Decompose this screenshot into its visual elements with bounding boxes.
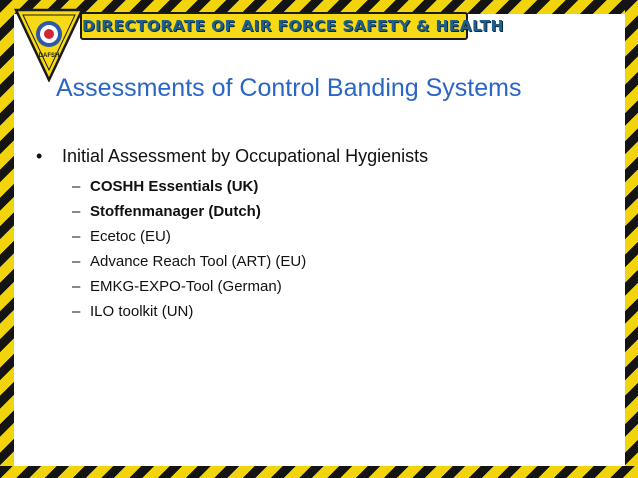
sub-bullet-text: ILO toolkit (UN) [90, 303, 194, 320]
sub-bullet-text: Stoffenmanager (Dutch) [90, 203, 261, 220]
sub-bullet-text: EMKG-EXPO-Tool (German) [90, 278, 282, 295]
dash-marker: – [72, 228, 81, 245]
dafsh-logo [14, 6, 84, 82]
sub-bullet-text: COSHH Essentials (UK) [90, 178, 259, 195]
header-banner [80, 12, 504, 40]
sub-bullet-text: Advance Reach Tool (ART) (EU) [90, 253, 307, 270]
sub-bullet-item [72, 299, 306, 324]
main-bullet [36, 146, 428, 167]
dash-marker: – [72, 203, 81, 220]
sub-bullet-text: Ecetoc (EU) [90, 228, 171, 245]
dash-marker: – [72, 303, 81, 320]
sub-bullet-item [72, 274, 306, 299]
main-bullet-text: Initial Assessment by Occupational Hygienists [62, 146, 429, 166]
banner-title: DIRECTORATE OF AIR FORCE SAFETY & HEALTH [82, 17, 504, 35]
dash-marker: – [72, 178, 81, 195]
bullet-marker: • [36, 146, 43, 166]
hazard-stripe-right [625, 0, 638, 478]
sub-bullet-list [72, 174, 306, 324]
hazard-stripe-bottom [0, 466, 638, 478]
sub-bullet-item [72, 249, 306, 274]
dash-marker: – [72, 278, 81, 295]
slide-title: Assessments of Control Banding Systems [56, 74, 522, 102]
roundel-icon [14, 6, 84, 82]
sub-bullet-item [72, 174, 306, 199]
dash-marker: – [72, 253, 81, 270]
sub-bullet-item [72, 199, 306, 224]
sub-bullet-item [72, 224, 306, 249]
hazard-stripe-left [0, 0, 14, 478]
logo-label: DAFSH [38, 53, 60, 59]
